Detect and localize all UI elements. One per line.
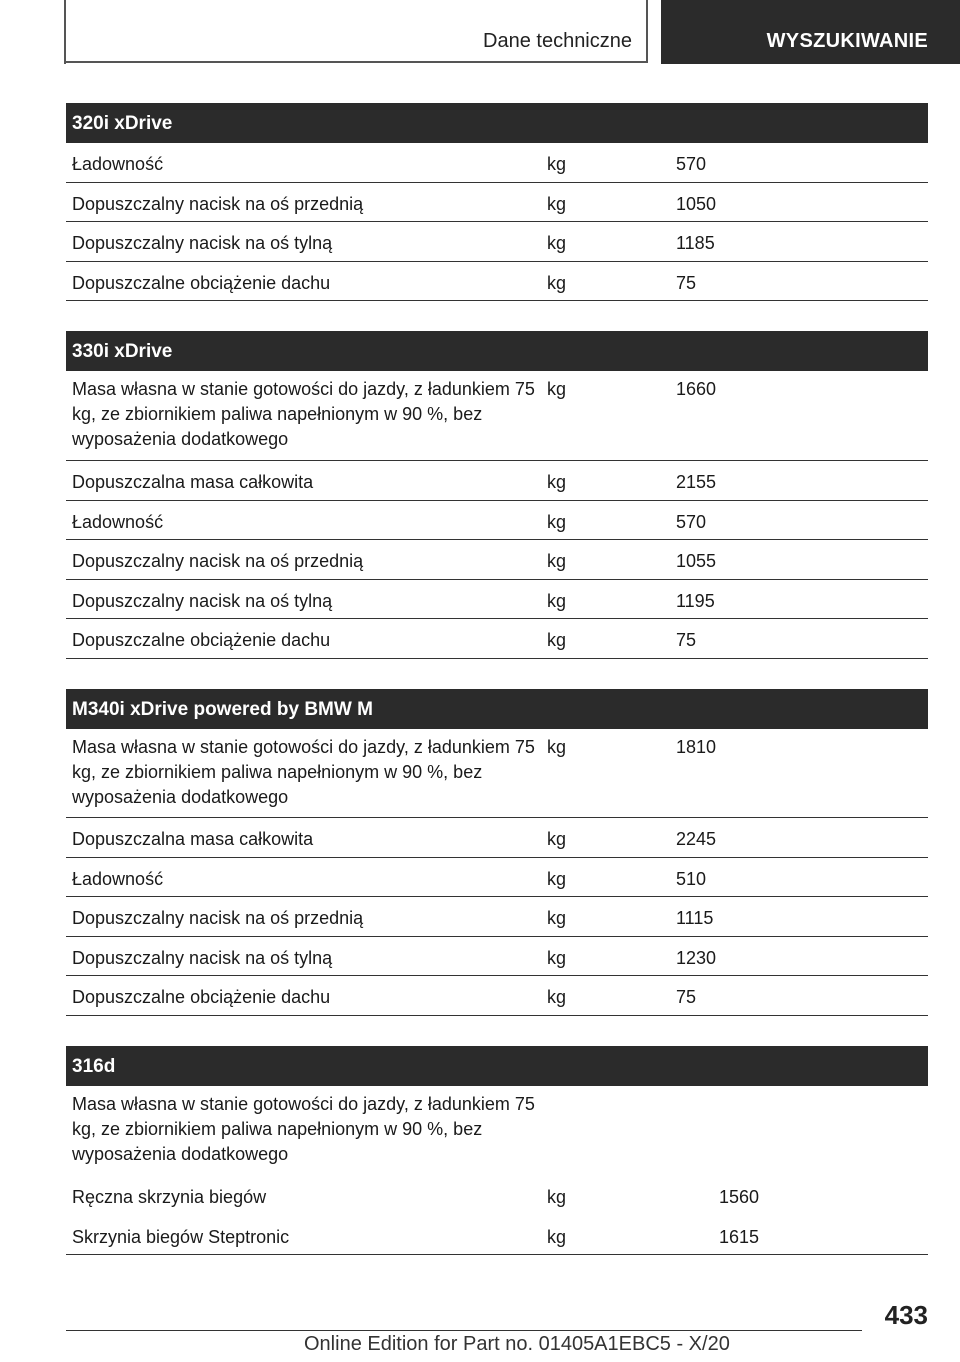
row-label: Dopuszczalny nacisk na oś przednią: [72, 193, 364, 214]
row-label: Masa własna w stanie gotowości do jazdy, z ładunkiem 75 kg, ze zbiornikiem paliwa napełnionym w 90 %, bez wyposażenia dodatkowego: [72, 1094, 535, 1164]
row-label: Dopuszczalna masa całkowita: [72, 829, 314, 849]
row-value: 1560: [719, 1187, 760, 1207]
row-unit: kg: [547, 1226, 567, 1247]
row-unit: kg: [547, 829, 567, 849]
table-row: [66, 143, 928, 183]
row-label: Ręczna skrzynia biegów: [72, 1187, 267, 1207]
page-number: 433: [884, 1300, 928, 1330]
row-label: Masa własna w stanie gotowości do jazdy, z ładunkiem 75 kg, ze zbiornikiem paliwa napełnionym w 90 %, bez wyposażenia dodatkowego: [72, 737, 535, 807]
row-label: Ładowność: [72, 511, 164, 532]
row-value: 510: [676, 868, 707, 889]
row-value: 570: [676, 511, 707, 532]
table-row: [66, 619, 928, 659]
row-label: Dopuszczalny nacisk na oś przednią: [72, 551, 364, 571]
row-value: 1615: [719, 1226, 760, 1247]
edition-footer: Online Edition for Part no. 01405A1EBC5 - X/20: [304, 1333, 730, 1355]
section-title: 320i xDrive: [66, 103, 928, 143]
row-label: Dopuszczalne obciążenie dachu: [72, 272, 331, 293]
table-row: [66, 1216, 928, 1256]
row-label: Ładowność: [72, 154, 164, 174]
row-value: 1185: [676, 233, 715, 253]
search-tab[interactable]: [661, 0, 960, 64]
spec-table-316d: [66, 1046, 928, 1255]
search-label: WYSZUKIWANIE: [766, 30, 928, 52]
row-unit: kg: [547, 472, 567, 492]
table-row: [66, 729, 928, 818]
row-value: 1810: [676, 737, 717, 757]
row-value: 1660: [676, 379, 717, 399]
row-unit: kg: [547, 987, 567, 1007]
table-row: [66, 222, 928, 262]
table-row: [66, 540, 928, 580]
table-row: [66, 1176, 928, 1216]
row-unit: kg: [547, 1187, 567, 1207]
row-value: 1230: [676, 947, 717, 968]
row-label: Dopuszczalny nacisk na oś przednią: [72, 908, 364, 928]
table-row: [66, 897, 928, 937]
row-unit: kg: [547, 193, 567, 214]
row-value: 1050: [676, 193, 717, 214]
section-title: 316d: [66, 1046, 928, 1086]
table-row: [66, 976, 928, 1016]
row-unit: kg: [547, 908, 567, 928]
row-value: 2155: [676, 472, 717, 492]
row-label: Dopuszczalna masa całkowita: [72, 472, 314, 492]
table-row: [66, 461, 928, 501]
row-unit: kg: [547, 737, 567, 757]
table-row: [66, 818, 928, 858]
spec-table-330i: [66, 331, 928, 659]
row-unit: kg: [547, 233, 567, 253]
table-row: [66, 501, 928, 541]
row-unit: kg: [547, 511, 567, 532]
section-title: 330i xDrive: [66, 331, 928, 371]
table-row: [66, 371, 928, 461]
row-label: Dopuszczalne obciążenie dachu: [72, 630, 331, 650]
row-value: 75: [676, 630, 697, 650]
row-unit: kg: [547, 630, 567, 650]
row-unit: kg: [547, 868, 567, 889]
row-value: 75: [676, 987, 697, 1007]
row-label: Dopuszczalny nacisk na oś tylną: [72, 233, 333, 253]
tab-label: Dane techniczne: [483, 30, 632, 52]
table-row: [66, 183, 928, 223]
row-unit: kg: [547, 551, 567, 571]
row-label: Skrzynia biegów Steptronic: [72, 1226, 290, 1247]
row-unit: kg: [547, 379, 567, 399]
row-unit: kg: [547, 154, 567, 174]
spec-table-m340i: [66, 689, 928, 1016]
row-label: Ładowność: [72, 868, 164, 889]
table-row: [66, 1086, 928, 1176]
row-label: Masa własna w stanie gotowości do jazdy, z ładunkiem 75 kg, ze zbiornikiem paliwa napełnionym w 90 %, bez wyposażenia dodatkowego: [72, 379, 535, 449]
row-label: Dopuszczalne obciążenie dachu: [72, 987, 331, 1007]
row-unit: kg: [547, 947, 567, 968]
row-value: 2245: [676, 829, 717, 849]
table-row: [66, 937, 928, 977]
row-unit: kg: [547, 590, 567, 611]
row-label: Dopuszczalny nacisk na oś tylną: [72, 947, 333, 968]
section-title: M340i xDrive powered by BMW M: [66, 689, 928, 729]
table-row: [66, 262, 928, 302]
table-row: [66, 858, 928, 898]
row-value: 1055: [676, 551, 717, 571]
row-label: Dopuszczalny nacisk na oś tylną: [72, 590, 333, 611]
spec-table-320i: [66, 103, 928, 301]
row-value: 570: [676, 154, 707, 174]
row-value: 75: [676, 272, 697, 293]
table-row: [66, 580, 928, 620]
tab-dane-techniczne[interactable]: [66, 0, 648, 63]
row-value: 1195: [676, 590, 715, 611]
row-value: 1115: [676, 908, 714, 928]
footer-divider: [66, 1330, 862, 1331]
row-unit: kg: [547, 272, 567, 293]
